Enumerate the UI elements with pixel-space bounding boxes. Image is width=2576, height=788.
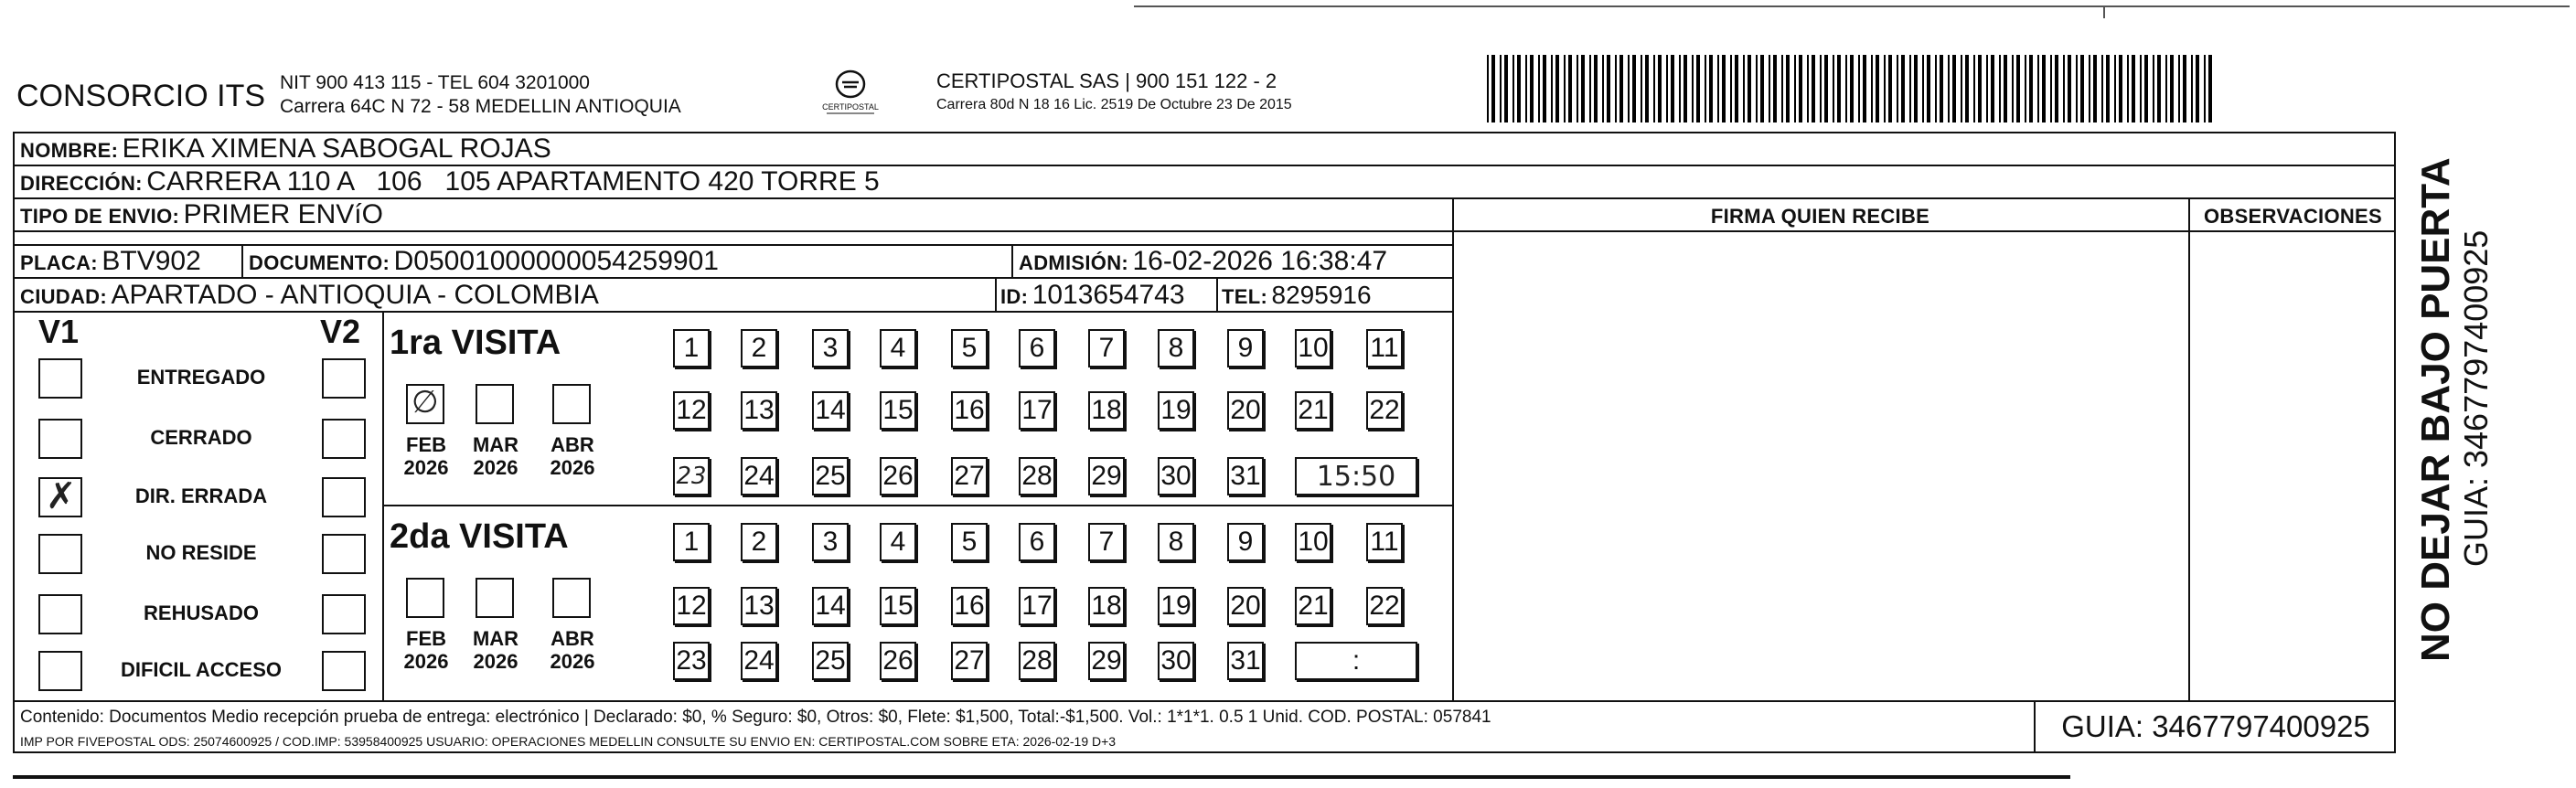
day-box[interactable]	[1019, 642, 1055, 680]
side-guia: GUIA: 3467797400925	[2457, 229, 2495, 567]
day-number: 27	[954, 461, 985, 491]
status-option-label: REHUSADO	[144, 602, 259, 624]
no-dejar-bajo-puerta: NO DEJAR BAJO PUERTA	[2413, 157, 2458, 662]
day-number: 19	[1160, 591, 1192, 621]
status-option-label: DIR. ERRADA	[134, 485, 268, 507]
col-line	[995, 277, 997, 311]
admision-row	[1019, 246, 1387, 277]
id-label: ID:	[1000, 285, 1029, 308]
day-number: 19	[1160, 395, 1192, 425]
day-box[interactable]	[812, 391, 849, 430]
day-number: 2	[751, 527, 767, 557]
day-number: 13	[743, 591, 775, 621]
barcode-icon	[1487, 55, 2217, 122]
day-number: 25	[815, 645, 846, 676]
day-number: 21	[1298, 395, 1329, 425]
row-line	[382, 505, 1454, 506]
tipo-row	[20, 199, 383, 230]
status-option-label: CERRADO	[150, 426, 252, 449]
day-box[interactable]	[673, 642, 710, 680]
day-number: 4	[890, 527, 906, 557]
day-number: 13	[743, 395, 775, 425]
day-number: 30	[1160, 645, 1192, 676]
day-number: 15	[882, 591, 914, 621]
day-box[interactable]	[880, 457, 916, 495]
day-number: 20	[1230, 591, 1261, 621]
day-number: 17	[1021, 591, 1053, 621]
day-box[interactable]	[741, 642, 777, 680]
day-box[interactable]	[1227, 642, 1264, 680]
firma-label: FIRMA QUIEN RECIBE	[1710, 205, 1930, 228]
v2-checkbox[interactable]	[322, 594, 366, 634]
day-box[interactable]	[1366, 329, 1403, 367]
day-number: 12	[676, 591, 707, 621]
day-number: 21	[1298, 591, 1329, 621]
month-name: MAR	[472, 627, 519, 650]
v2-checkbox[interactable]	[322, 651, 366, 691]
day-number: 9	[1237, 333, 1254, 363]
day-box[interactable]	[741, 523, 777, 561]
day-box[interactable]	[951, 329, 988, 367]
status-option-label: DIFICIL ACCESO	[120, 658, 282, 681]
v1-checkbox[interactable]	[38, 594, 82, 634]
admision-label: ADMISIÓN:	[1019, 251, 1129, 274]
day-box[interactable]	[1295, 523, 1331, 561]
day-box[interactable]	[1158, 587, 1194, 625]
footer-imp: IMP POR FIVEPOSTAL ODS: 25074600925 / COD.IMP: 53958400925 USUARIO: OPERACIONES MEDELLIN CONSULTE SU ENVIO EN: CERTIPOSTAL.COM SOBRE ETA: 2026-02-19 D+3	[20, 734, 1117, 749]
month-name: MAR	[472, 433, 519, 456]
day-box[interactable]	[1227, 329, 1264, 367]
day-box[interactable]	[741, 587, 777, 625]
month-checkbox[interactable]	[552, 384, 591, 424]
v2-checkbox[interactable]	[322, 419, 366, 459]
row-line	[13, 230, 2396, 232]
day-box[interactable]	[1088, 391, 1125, 430]
day-number: 24	[743, 461, 775, 491]
day-number: 16	[954, 395, 985, 425]
tipo-value: PRIMER ENVíO	[183, 199, 383, 229]
day-number: 7	[1098, 333, 1115, 363]
day-number: 29	[1091, 461, 1122, 491]
day-number: 8	[1168, 527, 1184, 557]
day-number: 11	[1370, 333, 1399, 363]
day-number: 6	[1029, 333, 1045, 363]
nombre-label: NOMBRE:	[20, 139, 119, 162]
v1-checkbox[interactable]	[38, 477, 82, 517]
carrier-address: Carrera 80d N 18 16 Lic. 2519 De Octubre 23 De 2015	[936, 97, 1292, 112]
ciudad-value: APARTADO - ANTIOQUIA - COLOMBIA	[111, 280, 599, 310]
day-number: 28	[1021, 461, 1053, 491]
day-box[interactable]	[1227, 523, 1264, 561]
carrier-name: CERTIPOSTAL SAS | 900 151 122 - 2	[936, 69, 1277, 92]
day-box[interactable]	[673, 587, 710, 625]
day-number: 10	[1298, 333, 1329, 363]
nombre-row	[20, 133, 551, 165]
day-number: 3	[822, 527, 839, 557]
day-number: 8	[1168, 333, 1184, 363]
day-box[interactable]	[1019, 329, 1055, 367]
v2-checkbox[interactable]	[322, 477, 366, 517]
month-label	[399, 627, 454, 673]
day-mark: 23	[676, 463, 707, 490]
status-option-label: ENTREGADO	[136, 366, 266, 389]
day-number: 26	[882, 461, 914, 491]
day-box[interactable]	[1295, 587, 1331, 625]
placa-row	[20, 246, 201, 277]
month-checkbox[interactable]	[406, 578, 444, 618]
day-box[interactable]	[1158, 391, 1194, 430]
company-name: CONSORCIO ITS	[16, 79, 266, 113]
day-box[interactable]	[673, 329, 710, 367]
day-box[interactable]	[1088, 523, 1125, 561]
day-box[interactable]	[741, 457, 777, 495]
col-line	[1216, 277, 1218, 311]
day-box[interactable]	[1227, 457, 1264, 495]
day-number: 14	[815, 395, 846, 425]
day-box[interactable]	[1158, 329, 1194, 367]
month-year: 2026	[550, 650, 595, 673]
day-box[interactable]	[951, 391, 988, 430]
month-checkbox[interactable]	[476, 384, 514, 424]
tipo-label: TIPO DE ENVIO:	[20, 205, 180, 228]
day-box[interactable]	[1295, 391, 1331, 430]
day-number: 6	[1029, 527, 1045, 557]
footer-contenido: Contenido: Documentos Medio recepción prueba de entrega: electrónico | Declarado: $0, % Seguro: $0, Otros: $0, Flete: $1,500, Total:-$1,500. Vol.: 1*1*1. 0.5 1 Unid. COD. POSTAL: 057841	[20, 708, 1491, 727]
day-number: 20	[1230, 395, 1261, 425]
direccion-row	[20, 166, 880, 197]
month-year: 2026	[473, 456, 518, 479]
day-box[interactable]	[880, 391, 916, 430]
day-number: 23	[676, 645, 707, 676]
status-option-label: NO RESIDE	[145, 541, 257, 564]
logo-text: CERTIPOSTAL	[822, 102, 879, 112]
direccion-label: DIRECCIÓN:	[20, 172, 143, 195]
day-box[interactable]	[951, 457, 988, 495]
day-box[interactable]	[741, 329, 777, 367]
day-number: 27	[954, 645, 985, 676]
day-number: 4	[890, 333, 906, 363]
day-box[interactable]	[673, 457, 710, 495]
day-box[interactable]	[880, 523, 916, 561]
day-number: 3	[822, 333, 839, 363]
month-label	[468, 433, 523, 479]
month-name: ABR	[550, 433, 594, 456]
day-number: 5	[961, 333, 978, 363]
day-box[interactable]	[673, 391, 710, 430]
month-label	[545, 627, 600, 673]
month-name: FEB	[406, 627, 446, 650]
month-label	[545, 433, 600, 479]
v1-checkbox[interactable]	[38, 419, 82, 459]
day-box[interactable]	[880, 329, 916, 367]
day-number: 1	[683, 333, 700, 363]
day-number: 9	[1237, 527, 1254, 557]
footer-info	[20, 706, 1491, 753]
day-number: 1	[683, 527, 700, 557]
v2-checkbox[interactable]	[322, 358, 366, 399]
month-label	[399, 433, 454, 479]
day-number: 12	[676, 395, 707, 425]
certipostal-logo-icon	[814, 66, 887, 117]
placa-label: PLACA:	[20, 251, 98, 274]
top-tick	[2103, 5, 2105, 18]
col-line	[2188, 197, 2190, 700]
col-line	[1011, 244, 1013, 278]
footer-guia: GUIA: 3467797400925	[2061, 709, 2370, 743]
id-value: 1013654743	[1031, 280, 1185, 310]
time-value: :	[1352, 645, 1361, 676]
month-year: 2026	[550, 456, 595, 479]
day-number: 24	[743, 645, 775, 676]
col-line	[1452, 197, 1454, 700]
row-line	[13, 311, 1454, 313]
placa-value: BTV902	[102, 246, 201, 276]
day-box[interactable]	[673, 523, 710, 561]
tel-value: 8295916	[1271, 281, 1372, 309]
month-year: 2026	[473, 650, 518, 673]
month-checkbox[interactable]	[406, 384, 444, 424]
day-number: 2	[751, 333, 767, 363]
direccion-value: CARRERA 110 A 106 105 APARTAMENTO 420 TORRE 5	[146, 166, 880, 197]
day-box[interactable]	[812, 329, 849, 367]
day-box[interactable]	[1019, 457, 1055, 495]
col-line	[241, 244, 243, 278]
day-number: 10	[1298, 527, 1329, 557]
day-number: 30	[1160, 461, 1192, 491]
time-box[interactable]	[1295, 457, 1417, 495]
v2-checkbox[interactable]	[322, 534, 366, 574]
day-number: 22	[1369, 591, 1400, 621]
month-name: FEB	[406, 433, 446, 456]
day-box[interactable]	[951, 587, 988, 625]
month-year: 2026	[403, 456, 449, 479]
day-number: 18	[1091, 591, 1122, 621]
month-check-mark: ∅	[412, 384, 439, 421]
day-box[interactable]	[951, 523, 988, 561]
month-name: ABR	[550, 627, 594, 650]
day-number: 15	[882, 395, 914, 425]
v1-checkbox[interactable]	[38, 651, 82, 691]
day-box[interactable]	[812, 457, 849, 495]
day-box[interactable]	[1366, 587, 1403, 625]
time-value: 15:50	[1316, 460, 1396, 493]
day-box[interactable]	[1019, 587, 1055, 625]
day-box[interactable]	[1088, 457, 1125, 495]
month-checkbox[interactable]	[552, 578, 591, 618]
documento-label: DOCUMENTO:	[249, 251, 390, 274]
day-box[interactable]	[1088, 329, 1125, 367]
day-box[interactable]	[880, 642, 916, 680]
id-row	[1000, 279, 1185, 311]
tel-row	[1222, 279, 1372, 311]
day-box[interactable]	[1158, 642, 1194, 680]
day-box[interactable]	[812, 587, 849, 625]
day-box[interactable]	[812, 523, 849, 561]
first-visit-label: 1ra VISITA	[390, 324, 561, 362]
day-number: 25	[815, 461, 846, 491]
v1-checkbox[interactable]	[38, 358, 82, 399]
time-box[interactable]	[1295, 642, 1417, 680]
day-box[interactable]	[1366, 391, 1403, 430]
company-nit: NIT 900 413 115 - TEL 604 3201000	[280, 72, 590, 93]
day-number: 31	[1230, 461, 1261, 491]
day-number: 26	[882, 645, 914, 676]
day-number: 17	[1021, 395, 1053, 425]
day-number: 7	[1098, 527, 1115, 557]
company-info	[280, 71, 681, 119]
day-box[interactable]	[951, 642, 988, 680]
day-number: 11	[1370, 527, 1399, 557]
day-number: 16	[954, 591, 985, 621]
v1-label: V1	[38, 313, 80, 350]
v1-check-mark: ✗	[46, 475, 77, 517]
day-number: 29	[1091, 645, 1122, 676]
carrier-info	[936, 69, 1292, 113]
admision-value: 16-02-2026 16:38:47	[1132, 246, 1388, 276]
ciudad-row	[20, 279, 599, 311]
nombre-value: ERIKA XIMENA SABOGAL ROJAS	[122, 133, 551, 164]
day-number: 14	[815, 591, 846, 621]
day-number: 22	[1369, 395, 1400, 425]
day-number: 18	[1091, 395, 1122, 425]
day-box[interactable]	[1019, 391, 1055, 430]
second-visit-label: 2da VISITA	[390, 517, 569, 556]
day-box[interactable]	[880, 587, 916, 625]
day-box[interactable]	[812, 642, 849, 680]
day-box[interactable]	[1295, 329, 1331, 367]
day-box[interactable]	[1158, 457, 1194, 495]
day-box[interactable]	[741, 391, 777, 430]
day-box[interactable]	[1019, 523, 1055, 561]
documento-value: D05001000000054259901	[393, 246, 719, 276]
company-address: Carrera 64C N 72 - 58 MEDELLIN ANTIOQUIA	[280, 96, 681, 117]
day-number: 28	[1021, 645, 1053, 676]
documento-row	[249, 246, 719, 277]
month-checkbox[interactable]	[476, 578, 514, 618]
day-box[interactable]	[1227, 391, 1264, 430]
day-box[interactable]	[1158, 523, 1194, 561]
day-number: 31	[1230, 645, 1261, 676]
v1-checkbox[interactable]	[38, 534, 82, 574]
observaciones-label: OBSERVACIONES	[2203, 205, 2382, 228]
bottom-rule	[13, 775, 2070, 779]
day-box[interactable]	[1088, 642, 1125, 680]
month-label	[468, 627, 523, 673]
tel-label: TEL:	[1222, 285, 1268, 308]
ciudad-label: CIUDAD:	[20, 285, 107, 308]
top-rule	[1134, 5, 2570, 7]
month-year: 2026	[403, 650, 449, 673]
day-number: 5	[961, 527, 978, 557]
v2-label: V2	[320, 313, 361, 350]
day-box[interactable]	[1088, 587, 1125, 625]
day-box[interactable]	[1366, 523, 1403, 561]
day-box[interactable]	[1227, 587, 1264, 625]
